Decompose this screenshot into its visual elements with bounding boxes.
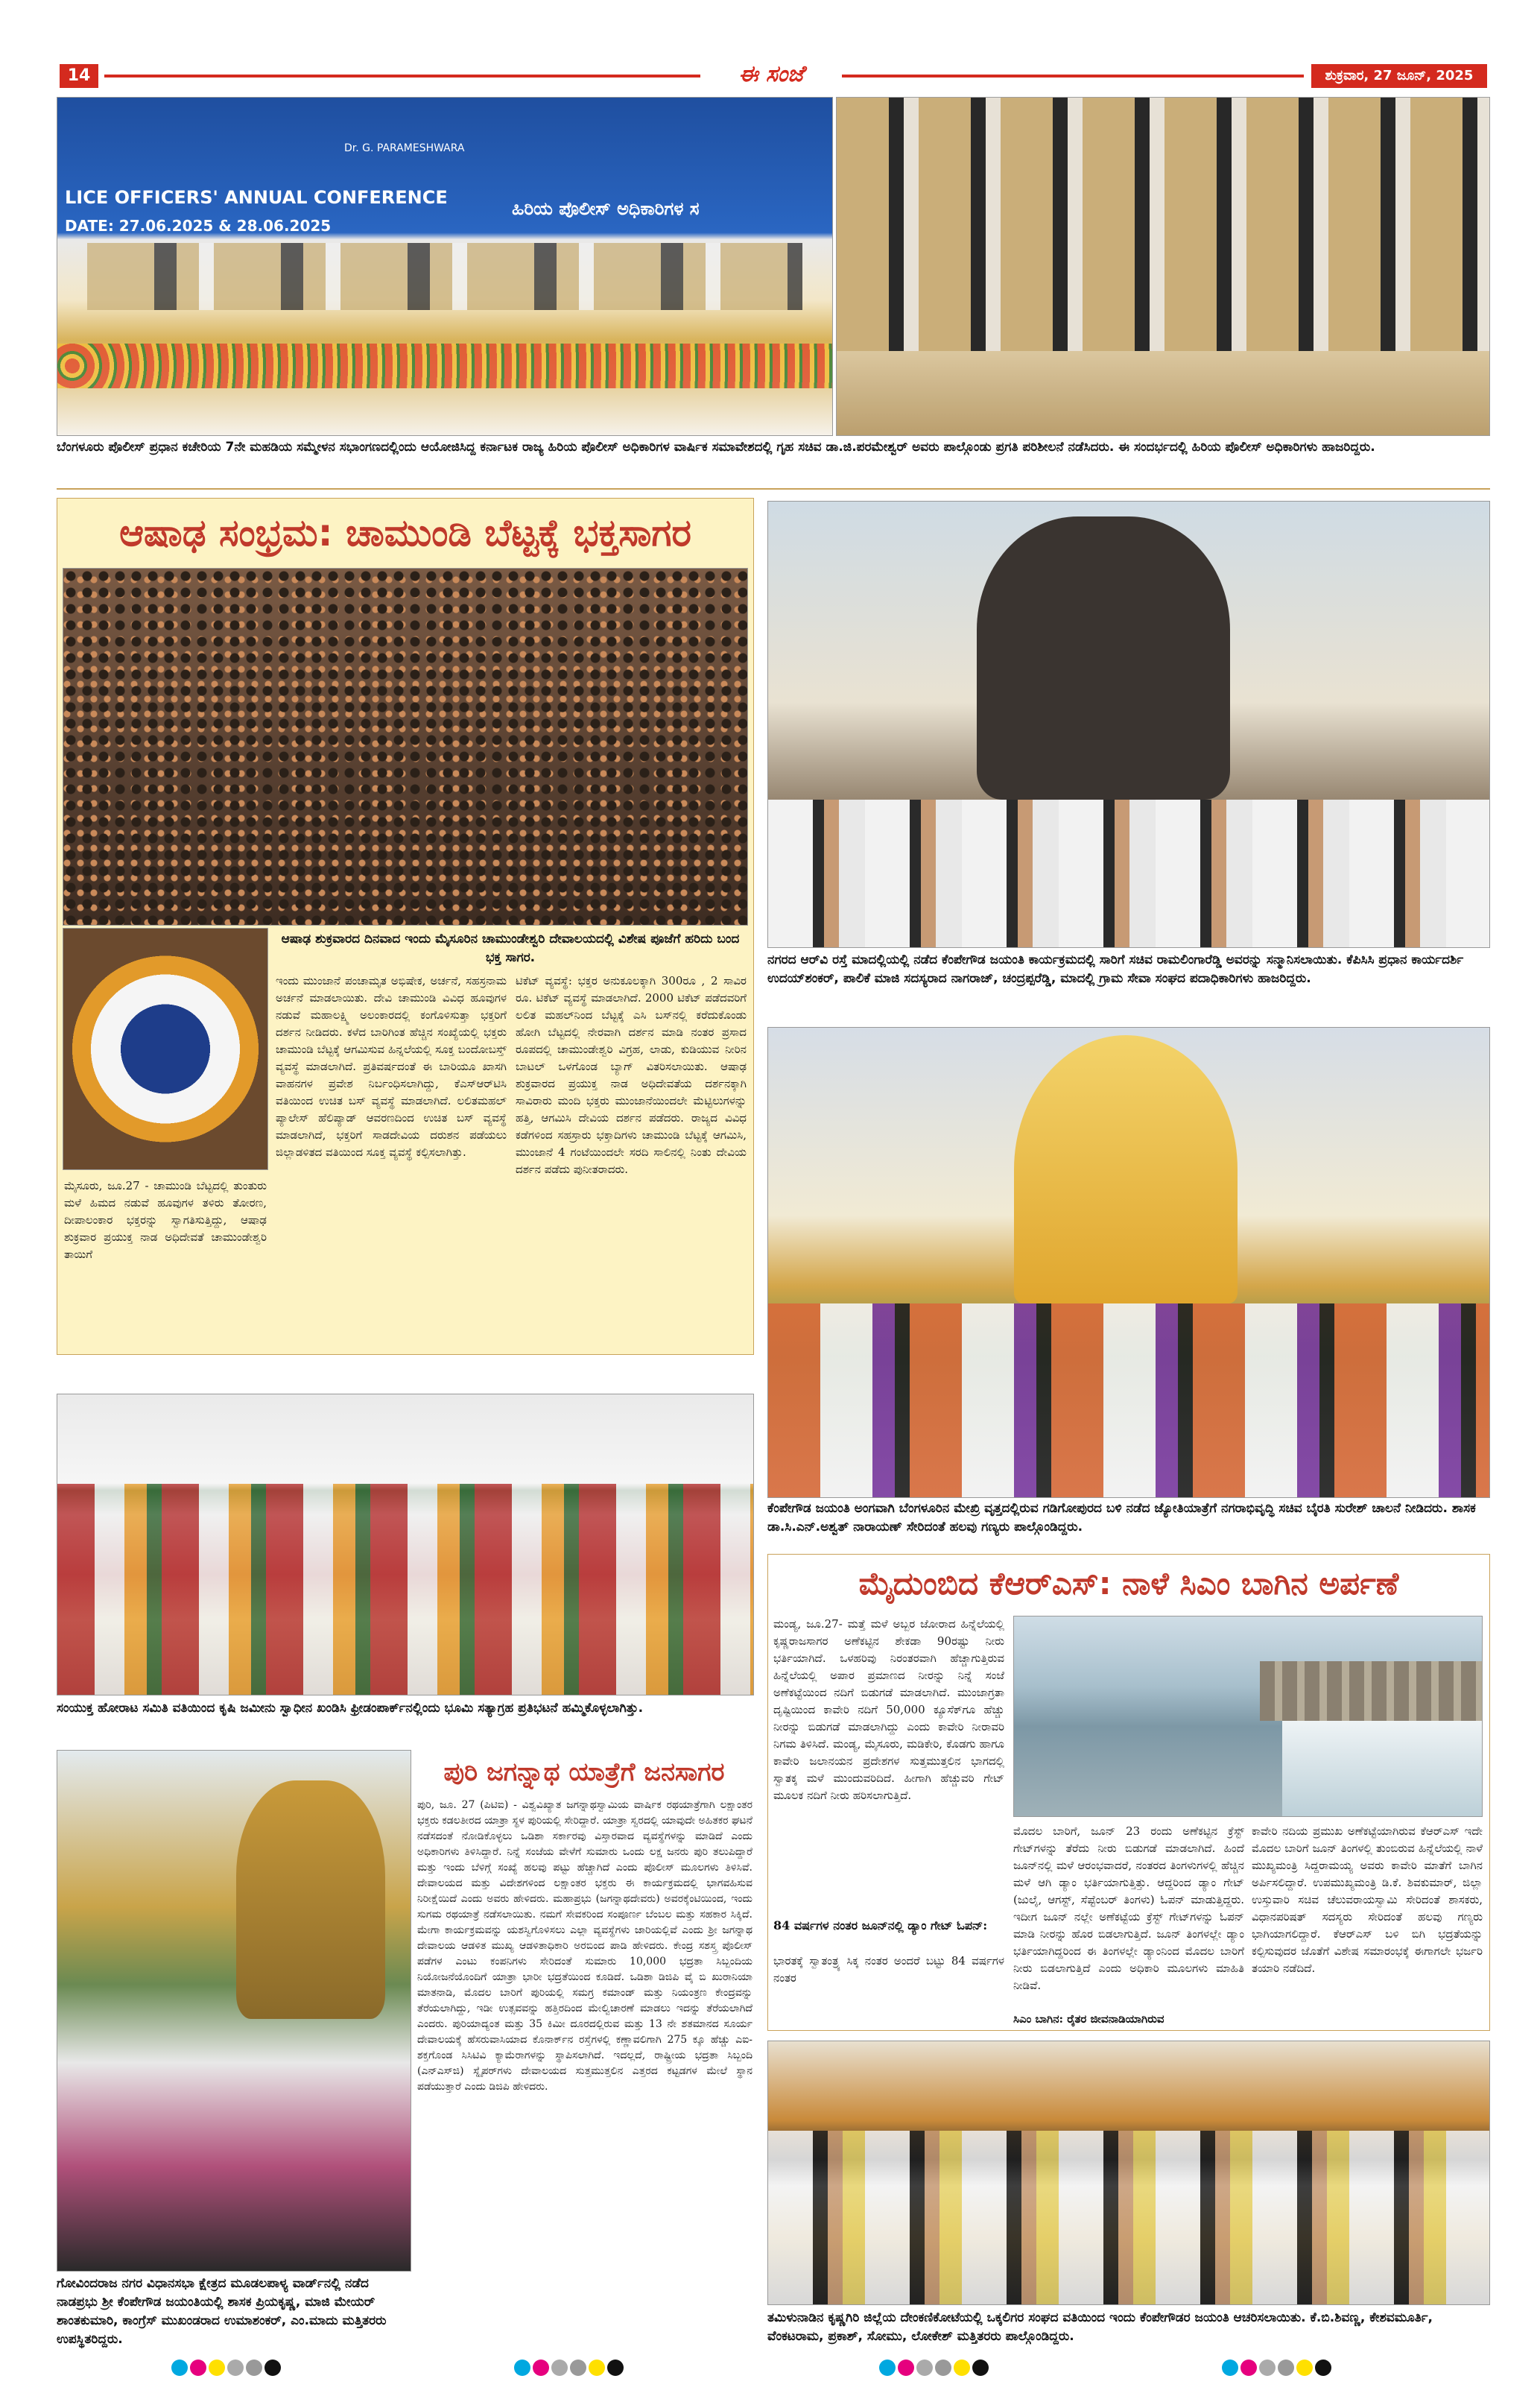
protesters-row xyxy=(57,1484,754,1695)
page-date: ಶುಕ್ರವಾರ, 27 ಜೂನ್, 2025 xyxy=(1311,64,1487,88)
officers-row xyxy=(87,243,802,310)
kempegowda-ward-caption: ಗೋವಿಂದರಾಜ ನಗರ ವಿಧಾನಸಭಾ ಕ್ಷೇತ್ರದ ಮೂಡಲಪಾಳ್ಯ ವಾರ್ಡ್‌ನಲ್ಲಿ ನಡೆದ ನಾಡಪ್ರಭು ಶ್ರೀ ಕೆಂಪೇಗೌಡ ಜಯಂತಿಯಲ್ಲಿ ಶಾಸಕ ಪ್ರಿಯಕೃಷ್ಣ, ಮಾಜಿ ಮೇಯರ್ ಶಾಂತಕುಮಾರಿ, ಕಾಂಗ್ರೆಸ್ ಮುಖಂಡರಾದ ಉಮಾಶಂಕರ್, ಎಂ.ಮಾದು ಮತ್ತಿತರರು ಉಪಸ್ಥಿತರಿದ್ದರು. xyxy=(57,2276,387,2347)
krs-col-2b: ಸಿಎಂ ಬಾಗಿನ: ರೈತರ ಜೀವನಾಡಿಯಾಗಿರುವ xyxy=(1013,2012,1164,2026)
banner-title: LICE OFFICERS' ANNUAL CONFERENCE xyxy=(65,187,448,208)
header-rule-left xyxy=(104,75,700,78)
chamundeshwari-idol-photo xyxy=(63,928,268,1170)
puri-body: ಪುರಿ, ಜೂ. 27 (ಪಿಟಿಐ) - ವಿಶ್ವವಿಖ್ಯಾತ ಜಗನ್ನಾಥಸ್ವಾಮಿಯ ವಾರ್ಷಿಕ ರಥಯಾತ್ರೆಗಾಗಿ ಲಕ್ಷಾಂತರ ಭಕ್ತರು ಕಡಲತೀರದ ಯಾತ್ರಾ ಸ್ಥಳ ಪುರಿಯಲ್ಲಿ ಸೇರಿದ್ದಾರೆ. ಯಾತ್ರಾ ಸ್ವರದಲ್ಲಿ ಯಾವುದೇ ಅಹಿತಕರ ಘಟನೆ ನಡೆಸದಂತೆ ನೋಡಿಕೊಳ್ಳಲು ಒಡಿಶಾ ಸರ್ಕಾರವು ವಿಸ್ತಾರವಾದ ವ್ಯವಸ್ಥೆಗಳನ್ನು ಮಾಡಿದೆ ಎಂದು ಅಧಿಕಾರಿಗಳು ತಿಳಿಸಿದ್ದಾರೆ. ನಿನ್ನೆ ಸಂಜೆಯ ವೇಳೆಗೆ ಸುಮಾರು ಒಂದು ಲಕ್ಷ ಜನರು ಪುರಿ ತಲುಪಿದ್ದಾರೆ ಮತ್ತು ಇಂದು ಬೆಳಿಗ್ಗೆ ಸಂಖ್ಯೆ ಹಲವು ಪಟ್ಟು ಹೆಚ್ಚಾಗಿದೆ ಎಂದು ಪೊಲೀಸ್ ಮೂಲಗಳು ತಿಳಿಸಿವೆ. ದೇವಾಲಯದ ಮತ್ತು ವಿದೇಶಗಳಿಂದ ಲಕ್ಷಾಂತರ ಭಕ್ತರು ಈ ಕಾರ್ಯಕ್ರಮದಲ್ಲಿ ಭಾಗವಹಿಸುವ ನಿರೀಕ್ಷೆಯಿದೆ ಎಂದು ಅವರು ಹೇಳಿದರು. ಮಹಾಪ್ರಭು (ಜಗನ್ನಾಥದೇವರು) ಅವರಕ್ಕೆಂಟಿಯಿಂದ, ಇಂದು ಸುಗಮ ರಥಯಾತ್ರೆ ನಡೆಸಲಾಯಿತು. ನಮಗೆ ಸೇವಕರಿಂದ ಸಂಪೂರ್ಣ ಬೆಂಬಲ ಮತ್ತು ಸಹಕಾರ ಸಿಕ್ಕಿದೆ. ಮೇಗಾ ಕಾರ್ಯಕ್ರಮವನ್ನು ಯಶಸ್ವಿಗೊಳಿಸಲು ಎಲ್ಲಾ ವ್ಯವಸ್ಥೆಗಳು ಜಾರಿಯಲ್ಲಿವೆ ಎಂದು ಶ್ರೀ ಜಗನ್ನಾಥ ದೇವಾಲಯ ಆಡಳಿತ ಮುಖ್ಯ ಆಡಳಿತಾಧಿಕಾರಿ ಅರಬಿಂದ ಪಾಡಿ ಹೇಳಿದರು. ಕೇಂದ್ರ ಸಶಸ್ತ್ರ ಪೊಲೀಸ್ ಪಡೆಗಳ ಎಂಟು ಕಂಪನಿಗಳು ಸೇರಿದಂತೆ ಸುಮಾರು 10,000 ಭದ್ರತಾ ಸಿಬ್ಬಂದಿಯ ನಿಯೋಜನೆಯೊಂದಿಗೆ ಯಾತ್ರಾ ಭಾರೀ ಭದ್ರತೆಯಿಂದ ಕೂಡಿದೆ. ಒಡಿಶಾ ಡಿಜಿಪಿ ವೈ ಬಿ ಖುರಾನಿಯಾ ಮಾತನಾಡಿ, ಮೊದಲ ಬಾರಿಗೆ ಪುರಿಯಲ್ಲಿ ಸಮಗ್ರ ಕಮಾಂಡ್ ಮತ್ತು ನಿಯಂತ್ರಣ ಕೇಂದ್ರವನ್ನು ತೆರೆಯಲಾಗಿದ್ದು, ಇಡೀ ಉತ್ಸವವನ್ನು ಹತ್ತಿರದಿಂದ ಮೇಲ್ವಿಚಾರಣೆ ಮಾಡಲು ಇದನ್ನು ತೆರೆಯಲಾಗಿದೆ ಎಂದರು. ಪುರಿಯಾದ್ಯಂತ ಮತ್ತು 35 ಕಿಮೀ ದೂರದಲ್ಲಿರುವ ಮತ್ತು 13 ನೇ ಶತಮಾನದ ಸೂರ್ಯ ದೇವಾಲಯಕ್ಕೆ ಹೆಸರುವಾಸಿಯಾದ ಕೊನಾರ್ಕ್‌ನ ರಸ್ತೆಗಳಲ್ಲಿ ಕಣ್ಣಾವಲಿಗಾಗಿ 275 ಕ್ಕೂ ಹೆಚ್ಚು ಎಐ-ಶಕ್ತಗೊಂಡ ಸಿಸಿಟಿವಿ ಕ್ಯಾಮೆರಾಗಳನ್ನು ಸ್ಥಾಪಿಸಲಾಗಿದೆ. ಇದಲ್ಲದೆ, ರಾಷ್ಟ್ರೀಯ ಭದ್ರತಾ ಸಿಬ್ಬಂದಿ (ಎನ್‌ಎಸ್‌ಜಿ) ಸ್ನೈಪರ್‌ಗಳು ದೇವಾಲಯದ ಸುತ್ತಮುತ್ತಲಿನ ಎತ್ತರದ ಕಟ್ಟಡಗಳ ಮೇಲೆ ಸ್ಥಾನ ಪಡೆಯುತ್ತಾರೆ ಎಂದು ಡಿಜಿಪಿ ಹೇಳಿದರು. xyxy=(417,1799,752,2093)
tamilnadu-caption: ತಮಿಳುನಾಡಿನ ಕೃಷ್ಣಗಿರಿ ಜಿಲ್ಲೆಯ ದೇಂಕಣಿಕೋಟೆಯಲ್ಲಿ ಒಕ್ಕಲಿಗರ ಸಂಘದ ವತಿಯಿಂದ ಇಂದು ಕೆಂಪೇಗೌಡರ ಜಯಂತಿ ಆಚರಿಸಲಾಯಿತು. ಕೆ.ಬಿ.ಶಿವಣ್ಣ, ಕೇಶವಮೂರ್ತಿ, ವೆಂಕಟರಾಮ, ಪ್ರಕಾಶ್, ಸೋಮು, ಲೋಕೇಶ್ ಮತ್ತಿತರರು ಪಾಲ್ಗೊಂಡಿದ್ದರು. xyxy=(767,2310,1433,2344)
protest-caption: ಸಂಯುಕ್ತ ಹೋರಾಟ ಸಮಿತಿ ವತಿಯಿಂದ ಕೃಷಿ ಜಮೀನು ಸ್ವಾಧೀನ ಖಂಡಿಸಿ ಫ್ರೀಡಂಪಾರ್ಕ್‌ನಲ್ಲಿಂದು ಭೂಮಿ ಸತ್ಯಾಗ್ರಹ ಪ್ರತಿಭಟನೆ ಹಮ್ಮಿಕೊಳ್ಳಲಾಗಿತ್ತು. xyxy=(57,1701,644,1716)
dam-wall xyxy=(1260,1661,1483,1721)
krs-dam-photo xyxy=(1013,1616,1483,1817)
kempegowda-statue-caption: ನಗರದ ಆರ್‌ವಿ ರಸ್ತೆ ಮಾದಲ್ಲಿಯಲ್ಲಿ ನಡೆದ ಕೆಂಪೇಗೌಡ ಜಯಂತಿ ಕಾರ್ಯಕ್ರಮದಲ್ಲಿ ಸಾರಿಗೆ ಸಚಿವ ರಾಮಲಿಂಗಾರೆಡ್ಡಿ ಅವರನ್ನು ಸನ್ಮಾನಿಸಲಾಯಿತು. ಕೆಪಿಸಿಸಿ ಪ್ರಧಾನ ಕಾರ್ಯದರ್ಶಿ ಉದಯ್‌ಶಂಕರ್, ಪಾಲಿಕೆ ಮಾಜಿ ಸದಸ್ಯರಾದ ನಾಗರಾಜ್, ಚಂದ್ರಪ್ಪರೆಡ್ಡಿ, ಮಾದಲ್ಲಿ ಗ್ರಾಮ ಸೇವಾ ಸಂಘದ ಪದಾಧಿಕಾರಿಗಳು ಹಾಜರಿದ್ದರು. xyxy=(767,952,1464,986)
jyothi-yatra-photo xyxy=(767,1027,1490,1498)
puri-headline: ಪುರಿ ಜಗನ್ನಾಥ ಯಾತ್ರೆಗೆ ಜನಸಾಗರ xyxy=(443,1757,725,1787)
divider xyxy=(57,488,1490,490)
masthead-logo: ಈ ಸಂಜೆ xyxy=(738,61,804,87)
page-header xyxy=(52,63,1490,89)
conference-hall-photo xyxy=(836,97,1490,436)
registration-marks xyxy=(0,2355,1540,2385)
kempegowda-statue-photo xyxy=(767,501,1490,948)
krs-col-3: ಕಾವೇರಿ ನದಿಯ ಪ್ರಮುಖ ಅಣೆಕಟ್ಟೆಯಾಗಿರುವ ಕೆಆರ್‌ಎಸ್ ಇದೇ ಮೊದಲ ಬಾರಿಗೆ ಜೂನ್ ತಿಂಗಳಲ್ಲಿ ತುಂಬಿರುವ ಹಿನ್ನೆಲೆಯಲ್ಲಿ ನಾಳೆ ಮುಖ್ಯಮಂತ್ರಿ ಸಿದ್ದರಾಮಯ್ಯ ಅವರು ಕಾವೇರಿ ಮಾತೆಗೆ ಬಾಗಿನ ಅರ್ಪಿಸಲಿದ್ದಾರೆ. ಉಪಮುಖ್ಯಮಂತ್ರಿ ಡಿ.ಕೆ. ಶಿವಕುಮಾರ್, ಜಿಲ್ಲಾ ಉಸ್ತುವಾರಿ ಸಚಿವ ಚೆಲುವರಾಯಸ್ವಾಮಿ ಸೇರಿದಂತೆ ಶಾಸಕರು, ವಿಧಾನಪರಿಷತ್ ಸದಸ್ಯರು ಸೇರಿದಂತೆ ಹಲವು ಗಣ್ಯರು ಭಾಗಿಯಾಗಲಿದ್ದಾರೆ. ಕೆಆರ್‌ಎಸ್ ಬಳಿ ಬಿಗಿ ಭದ್ರತೆಯನ್ನು ಕಲ್ಪಿಸುವುದರ ಜೊತೆಗೆ ವಿಶೇಷ ಸಮಾರಂಭಕ್ಕೆ ಈಗಾಗಲೇ ಭರ್ಜರಿ ತಯಾರಿ ನಡೆದಿದೆ. xyxy=(1252,1824,1483,1975)
tamilnadu-jayanti-photo xyxy=(767,2041,1490,2305)
ashada-col-3: ಟಿಕೆಟ್ ವ್ಯವಸ್ಥೆ: ಭಕ್ತರ ಅನುಕೂಲಕ್ಕಾಗಿ 300ರೂ , 2 ಸಾವಿರ ರೂ. ಟಿಕೆಟ್ ವ್ಯವಸ್ಥೆ ಮಾಡಲಾಗಿದೆ. 2000 ಟಿಕೆಟ್ ಪಡೆದವರಿಗೆ ಲಲಿತ ಮಹಲ್‌ನಿಂದ ಬೆಟ್ಟಕ್ಕೆ ಎಸಿ ಬಸ್‌ನಲ್ಲಿ ಕರೆದುಕೊಂಡು ಹೋಗಿ ಬೆಟ್ಟದಲ್ಲಿ ನೇರವಾಗಿ ದರ್ಶನ ಮಾಡಿ ನಂತರ ಪ್ರಸಾದ ರೂಪದಲ್ಲಿ ಚಾಮುಂಡೇಶ್ವರಿ ವಿಗ್ರಹ, ಲಾಡು, ಕುಡಿಯುವ ನೀರಿನ ಬಾಟಲ್ ಒಳಗೊಂಡ ಬ್ಯಾಗ್ ವಿತರಿಸಲಾಯಿತು. ಆಷಾಢ ಶುಕ್ರವಾರದ ಪ್ರಯುಕ್ತ ನಾಡ ಅಧಿದೇವತೆಯ ದರ್ಶನಕ್ಕಾಗಿ ಸಾವಿರಾರು ಮಂದಿ ಭಕ್ತರು ಮುಂಜಾನೆಯಿಂದಲೇ ಮೆಟ್ಟಿಲುಗಳನ್ನು ಹತ್ತಿ, ಆಗಮಿಸಿ ದೇವಿಯ ದರ್ಶನ ಪಡೆದರು. ರಾಜ್ಯದ ವಿವಿಧ ಕಡೆಗಳಿಂದ ಸಹಸ್ರಾರು ಭಕ್ತಾದಿಗಳು ಚಾಮುಂಡಿ ಬೆಟ್ಟಕ್ಕೆ ಆಗಮಿಸಿ, ಮುಂಜಾನೆ 4 ಗಂಟೆಯಿಂದಲೇ ಸರದಿ ಸಾಲಿನಲ್ಲಿ ನಿಂತು ದೇವಿಯ ದರ್ಶನ ಪಡೆದು ಪುನೀತರಾದರು. xyxy=(516,974,747,1176)
krs-subhead: 84 ವರ್ಷಗಳ ನಂತರ ಜೂನ್‌ನಲ್ಲಿ ಡ್ಯಾಂ ಗೇಟ್ ಓಪನ್: xyxy=(773,1918,988,1932)
krs-col-2: ಮೊದಲ ಬಾರಿಗೆ, ಜೂನ್ 23 ರಂದು ಅಣೆಕಟ್ಟಿನ ಕ್ರೆಸ್ಟ್ ಗೇಟ್‌ಗಳನ್ನು ತೆರೆದು ನೀರು ಬಿಡುಗಡೆ ಮಾಡಲಾಗಿದೆ. ಹಿಂದೆ ಜೂನ್‌ನಲ್ಲಿ ಮಳೆ ಆರಂಭವಾದರೆ, ನಂತರದ ತಿಂಗಳುಗಳಲ್ಲಿ ಹೆಚ್ಚಿನ ಮಳೆ ಆಗಿ ಡ್ಯಾಂ ಭರ್ತಿಯಾಗುತ್ತಿತ್ತು. ಆದ್ದರಿಂದ ಡ್ಯಾಂ ಗೇಟ್ (ಜುಲೈ, ಆಗಸ್ಟ್, ಸೆಪ್ಟೆಂಬರ್ ತಿಂಗಳು) ಓಪನ್ ಮಾಡುತ್ತಿದ್ದರು. ಇದೀಗ ಜೂನ್ ನಲ್ಲೇ ಅಣೆಕಟ್ಟೆಯ ಕ್ರೆಸ್ಟ್ ಗೇಟ್‌ಗಳನ್ನು ಓಪನ್ ಮಾಡಿ ನೀರನ್ನು ಹೊರ ಬಿಡಲಾಗುತ್ತಿದೆ. ಜೂನ್ ತಿಂಗಳಲ್ಲೇ ಡ್ಯಾಂ ಭರ್ತಿಯಾಗಿದ್ದರಿಂದ ಈ ತಿಂಗಳಲ್ಲೇ ಡ್ಯಾಂನಿಂದ ಮೊದಲ ಬಾರಿಗೆ ನೀರು ಬಿಡಲಾಗುತ್ತಿದೆ ಎಂದು ಅಧಿಕಾರಿ ಮೂಲಗಳು ಮಾಹಿತಿ ನೀಡಿವೆ. xyxy=(1013,1824,1244,1992)
crowd-row xyxy=(768,1303,1490,1498)
ashada-headline: ಆಷಾಢ ಸಂಭ್ರಮ: ಚಾಮುಂಡಿ ಬೆಟ್ಟಕ್ಕೆ ಭಕ್ತಸಾಗರ xyxy=(119,511,691,554)
header-rule-right xyxy=(842,75,1304,78)
gopura-tower xyxy=(1014,1035,1238,1303)
krs-headline: ಮೈದುಂಬಿದ ಕೆಆರ್‌ಎಸ್: ನಾಳೆ ಸಿಎಂ ಬಾಗಿನ ಅರ್ಪಣೆ xyxy=(858,1565,1399,1602)
reg-mark-group-2 xyxy=(514,2360,626,2379)
reg-mark-group-1 xyxy=(171,2360,283,2379)
reg-mark-group-3 xyxy=(879,2360,991,2379)
krs-col-1: ಮಂಡ್ಯ, ಜೂ.27- ಮತ್ತೆ ಮಳೆ ಅಬ್ಬರ ಜೋರಾದ ಹಿನ್ನೆಲೆಯಲ್ಲಿ ಕೃಷ್ಣರಾಜಸಾಗರ ಅಣೆಕಟ್ಟಿನ ಶೇಕಡಾ 90ರಷ್ಟು ನೀರು ಭರ್ತಿಯಾಗಿದೆ. ಒಳಹರಿವು ನಿರಂತರವಾಗಿ ಹೆಚ್ಚಾಗುತ್ತಿರುವ ಹಿನ್ನೆಲೆಯಲ್ಲಿ ಅಪಾರ ಪ್ರಮಾಣದ ನೀರನ್ನು ನಿನ್ನೆ ಸಂಜೆ ಅಣೆಕಟ್ಟೆಯಿಂದ ನದಿಗೆ ಬಿಡುಗಡೆ ಮಾಡಲಾಗಿದೆ. ಮುಂಜಾಗ್ರತಾ ದೃಷ್ಟಿಯಿಂದ ಕಾವೇರಿ ನದಿಗೆ 50,000 ಕ್ಯೂಸೆಕ್‌ಗೂ ಹೆಚ್ಚು ನೀರನ್ನು ಬಿಡುಗಡೆ ಮಾಡಲಾಗಿದ್ದು ಎಂದು ಕಾವೇರಿ ನೀರಾವರಿ ನಿಗಮ ತಿಳಿಸಿದೆ. ಮಂಡ್ಯ, ಮೈಸೂರು, ಮಡಿಕೇರಿ, ಕೊಡಗು ಹಾಗೂ ಕಾವೇರಿ ಜಲಾನಯನ ಪ್ರದೇಶಗಳ ಸುತ್ತಮುತ್ತಲಿನ ಭಾಗದಲ್ಲಿ ಸ್ವಾತಕ್ಕ ಮಳೆ ಮುಂದುವರಿದಿದೆ. ಹೀಗಾಗಿ ಹೆಚ್ಚುವರಿ ಗೇಟ್ ಮೂಲಕ ನದಿಗೆ ನೀರು ಹರಿಸಲಾಗುತ್ತಿದೆ. xyxy=(773,1617,1004,1802)
flower-garland xyxy=(57,344,833,388)
banner-kannada: ಹಿರಿಯ ಪೊಲೀಸ್ ಅಧಿಕಾರಿಗಳ ಸ xyxy=(512,198,700,219)
dam-spillway xyxy=(1282,1721,1483,1817)
people-row xyxy=(768,800,1490,948)
people-group xyxy=(768,2131,1490,2305)
statue-horse xyxy=(977,516,1230,800)
ashada-photo-caption: ಆಷಾಢ ಶುಕ್ರವಾರದ ದಿನವಾದ ಇಂದು ಮೈಸೂರಿನ ಚಾಮುಂಡೇಶ್ವರಿ ದೇವಾಲಯದಲ್ಲಿ ವಿಶೇಷ ಪೂಜೆಗೆ ಹರಿದು ಬಂದ ಭಕ್ತ ಸಾಗರ. xyxy=(281,932,740,965)
hall-desk xyxy=(837,351,1490,436)
kempegowda-ward-photo xyxy=(57,1750,411,2272)
krs-col-1b: ಭಾರತಕ್ಕೆ ಸ್ವಾತಂತ್ರ್ಯ ಸಿಕ್ಕ ನಂತರ ಅಂದರೆ ಬಟ್ಟು 84 ವರ್ಷಗಳ ನಂತರ xyxy=(773,1954,1004,1985)
horse-statue xyxy=(236,1780,385,2019)
jyothi-yatra-caption: ಕೆಂಪೇಗೌಡ ಜಯಂತಿ ಅಂಗವಾಗಿ ಬೆಂಗಳೂರಿನ ಮೇಖ್ರಿ ವೃತ್ತದಲ್ಲಿರುವ ಗಡಿಗೋಪುರದ ಬಳಿ ನಡೆದ ಜ್ಯೋತಿಯಾತ್ರೆಗೆ ನಗರಾಭಿವೃದ್ಧಿ ಸಚಿವ ಬೈರತಿ ಸುರೇಶ್ ಚಾಲನೆ ನೀಡಿದರು. ಶಾಸಕ ಡಾ.ಸಿ.ಎನ್.ಅಶ್ವತ್ ನಾರಾಯಣ್ ಸೇರಿದಂತೆ ಹಲವು ಗಣ್ಯರು ಪಾಲ್ಗೊಂಡಿದ್ದರು. xyxy=(767,1501,1476,1535)
banner-name: Dr. G. PARAMESHWARA xyxy=(344,142,465,154)
ashada-col-2: ಇಂದು ಮುಂಜಾನೆ ಪಂಚಾಮೃತ ಅಭಿಷೇಕ, ಅರ್ಚನೆ, ಸಹಸ್ರನಾಮ ಅರ್ಚನೆ ಮಾಡಲಾಯಿತು. ದೇವಿ ಚಾಮುಂಡಿ ವಿವಿಧ ಹೂವುಗಳ ನಡುವೆ ಮಹಾಲಕ್ಷ್ಮಿ ಅಲಂಕಾರದಲ್ಲಿ ಕಂಗೊಳಿಸುತ್ತಾ ಭಕ್ತರಿಗೆ ದರ್ಶನ ನೀಡಿದರು. ಕಳೆದ ಬಾರಿಗಿಂತ ಹೆಚ್ಚಿನ ಸಂಖ್ಯೆಯಲ್ಲಿ ಭಕ್ತರು ಚಾಮುಂಡಿ ಬೆಟ್ಟಕ್ಕೆ ಆಗಮಿಸುವ ಹಿನ್ನಲೆಯಲ್ಲಿ ಸೂಕ್ತ ಬಂದೋಬಸ್ತ್ ವ್ಯವಸ್ಥೆ ಮಾಡಲಾಗಿದೆ. ಪ್ರತಿವರ್ಷದಂತೆ ಈ ಬಾರಿಯೂ ಖಾಸಗಿ ವಾಹನಗಳ ಪ್ರವೇಶ ನಿರ್ಬಂಧಿಸಲಾಗಿದ್ದು, ಕೆಎಸ್ಆರ್‌ಟಿಸಿ ವತಿಯಿಂದ ಉಚಿತ ಬಸ್ ವ್ಯವಸ್ಥೆ ಮಾಡಲಾಗಿದೆ. ಲಲಿತಮಹಲ್ ಪ್ಯಾಲೇಸ್ ಹೆಲಿಪ್ಯಾಡ್ ಆವರಣದಿಂದ ಉಚಿತ ಬಸ್ ವ್ಯವಸ್ಥೆ ಮಾಡಲಾಗಿದೆ, ಭಕ್ತರಿಗೆ ಸಾಡದೇವಿಯ ದರುಶನ ಪಡೆಯಲು ಜಿಲ್ಲಾಡಳಿತದ ವತಿಯಿಂದ ಸೂಕ್ತ ವ್ಯವಸ್ಥೆ ಕಲ್ಪಿಸಲಾಗಿತ್ತು. xyxy=(276,974,507,1159)
reg-mark-group-4 xyxy=(1222,2360,1334,2379)
conference-stage-photo xyxy=(57,97,833,436)
protest-photo xyxy=(57,1394,754,1695)
chamundi-crowd-photo xyxy=(63,568,748,926)
banner-date: DATE: 27.06.2025 & 28.06.2025 xyxy=(65,217,332,235)
conference-caption: ಬೆಂಗಳೂರು ಪೊಲೀಸ್ ಪ್ರಧಾನ ಕಚೇರಿಯ 7ನೇ ಮಹಡಿಯ ಸಮ್ಮೇಳನ ಸಭಾಂಗಣದಲ್ಲಿಂದು ಆಯೋಜಿಸಿದ್ದ ಕರ್ನಾಟಕ ರಾಜ್ಯ ಹಿರಿಯ ಪೊಲೀಸ್ ಅಧಿಕಾರಿಗಳ ವಾರ್ಷಿಕ ಸಮಾವೇಶದಲ್ಲಿ ಗೃಹ ಸಚಿವ ಡಾ.ಜಿ.ಪರಮೇಶ್ವರ್ ಅವರು ಪಾಲ್ಗೊಂಡು ಪ್ರಗತಿ ಪರಿಶೀಲನೆ ನಡೆಸಿದರು. ಈ ಸಂದರ್ಭದಲ್ಲಿ ಹಿರಿಯ ಪೊಲೀಸ್ ಅಧಿಕಾರಿಗಳು ಹಾಜರಿದ್ದರು. xyxy=(57,440,1375,455)
page-number: 14 xyxy=(60,64,98,88)
ashada-col-1: ಮೈಸೂರು, ಜೂ.27 - ಚಾಮುಂಡಿ ಬೆಟ್ಟದಲ್ಲಿ ತುಂತುರು ಮಳೆ ಹಿಮದ ನಡುವೆ ಹೂವುಗಳ ತಳಿರು ತೋರಣ, ದೀಪಾಲಂಕಾರ ಭಕ್ತರನ್ನು ಸ್ವಾಗತಿಸುತ್ತಿದ್ದು, ಆಷಾಢ ಶುಕ್ರವಾರ ಪ್ರಯುಕ್ತ ನಾಡ ಅಧಿದೇವತೆ ಚಾಮುಂಡೇಶ್ವರಿ ತಾಯಿಗೆ xyxy=(64,1179,267,1261)
